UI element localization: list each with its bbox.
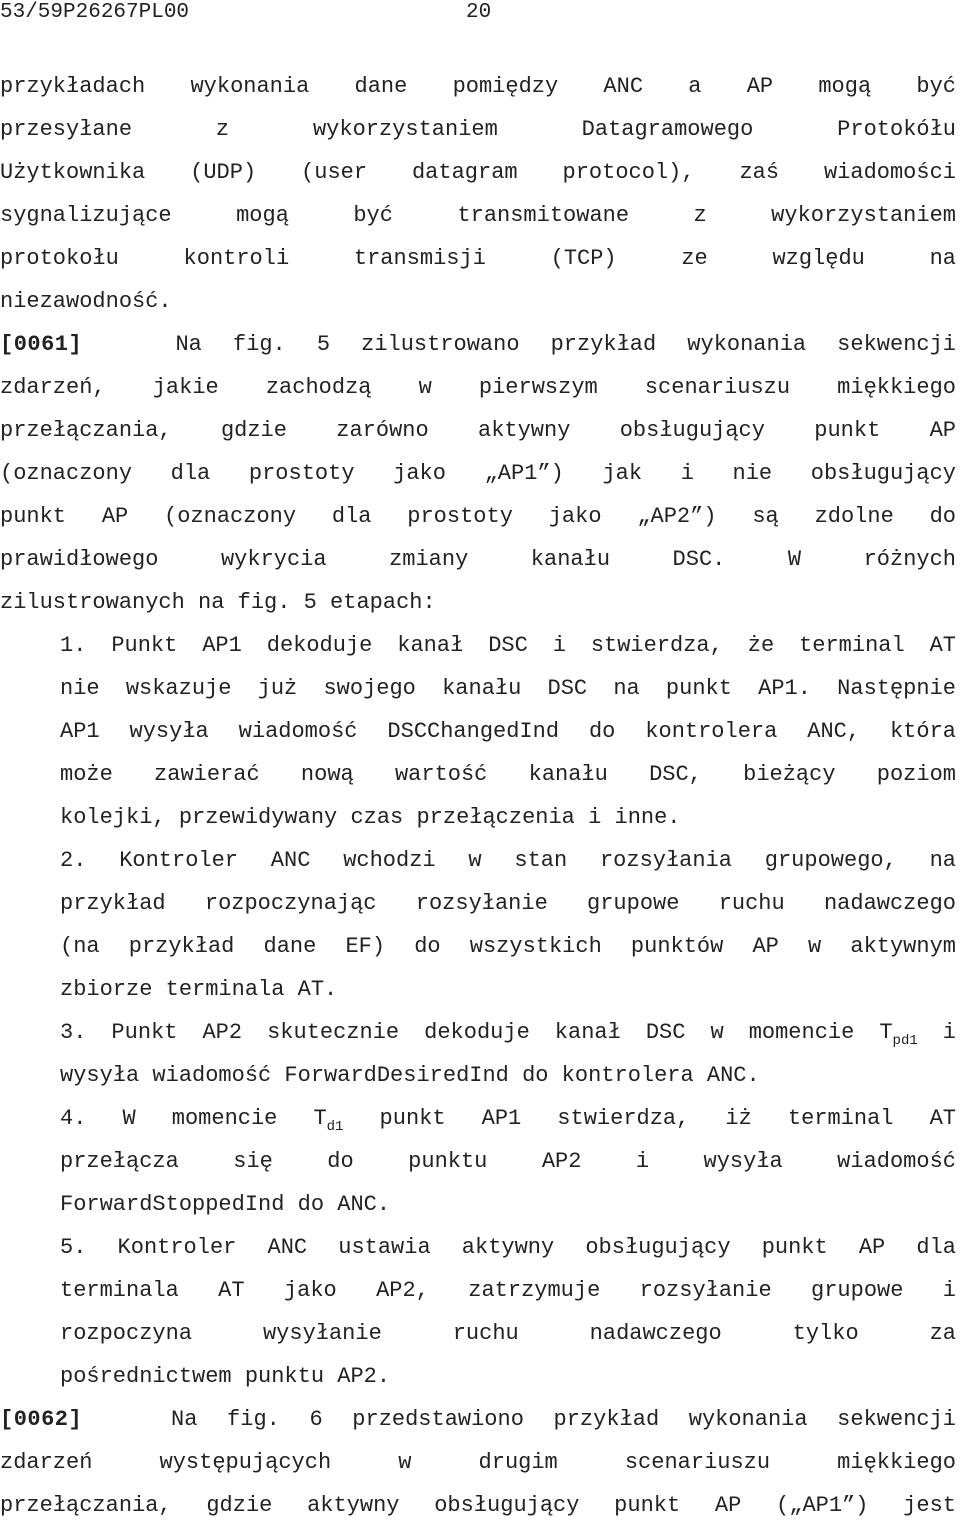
text-line: może zawierać nową wartość kanału DSC, bieżący poziom bbox=[60, 762, 956, 787]
step-4 bbox=[0, 1097, 956, 1226]
text-line: przełączania, gdzie aktywny obsługujący punkt AP („AP1”) jest bbox=[0, 1493, 956, 1518]
document-id: 53/59P26267PL00 bbox=[0, 1, 190, 24]
text-line: rozpoczyna wysyłanie ruchu nadawczego tylko za bbox=[60, 1321, 956, 1346]
text-line: przełączania, gdzie zarówno aktywny obsługujący punkt AP bbox=[0, 418, 956, 443]
text-line: (oznaczony dla prostoty jako „AP1”) jak i nie obsługujący bbox=[0, 461, 956, 486]
text-line: Użytkownika (UDP) (user datagram protocol), zaś wiadomości bbox=[0, 160, 956, 185]
step-5 bbox=[0, 1226, 956, 1398]
text-line: przykładach wykonania dane pomiędzy ANC a AP mogą być bbox=[0, 74, 956, 99]
text-line: przykład rozpoczynając rozsyłanie grupowe ruchu nadawczego bbox=[60, 891, 956, 916]
text-line: (na przykład dane EF) do wszystkich punktów AP w aktywnym bbox=[60, 934, 956, 959]
step-1 bbox=[0, 624, 956, 839]
text-line: pośrednictwem punktu AP2. bbox=[60, 1364, 391, 1389]
text-line: przełącza się do punktu AP2 i wysyła wiadomość bbox=[60, 1149, 956, 1174]
intro-paragraph bbox=[0, 65, 956, 323]
text-segment: 4. W momencie T bbox=[60, 1106, 327, 1131]
text-line bbox=[0, 1011, 956, 1054]
paragraph-0062 bbox=[0, 1398, 956, 1527]
paragraph-first-line bbox=[0, 1398, 956, 1441]
paragraph-text: Na fig. 6 przedstawiono przykład wykonania sekwencji bbox=[171, 1407, 956, 1432]
text-line bbox=[0, 1097, 956, 1140]
text-line: wysyła wiadomość ForwardDesiredInd do kontrolera ANC. bbox=[60, 1063, 760, 1088]
document-body bbox=[0, 65, 956, 1527]
page-header bbox=[0, 0, 960, 26]
paragraph-first-line bbox=[0, 323, 956, 366]
subscript: pd1 bbox=[892, 1033, 918, 1049]
text-line: zdarzeń występujących w drugim scenariuszu miękkiego bbox=[0, 1450, 956, 1475]
paragraph-number: [0061] bbox=[0, 332, 83, 357]
text-line: 1. Punkt AP1 dekoduje kanał DSC i stwierdza, że terminal AT bbox=[60, 633, 956, 658]
text-segment: 3. Punkt AP2 skutecznie dekoduje kanał DSC w momencie T bbox=[60, 1020, 893, 1045]
text-line: punkt AP (oznaczony dla prostoty jako „AP2”) są zdolne do bbox=[0, 504, 956, 529]
text-segment: punkt AP1 stwierdza, iż terminal AT bbox=[343, 1106, 956, 1131]
text-line: nie wskazuje już swojego kanału DSC na punkt AP1. Następnie bbox=[60, 676, 956, 701]
step-2 bbox=[0, 839, 956, 1011]
text-line: sygnalizujące mogą być transmitowane z wykorzystaniem bbox=[0, 203, 956, 228]
text-line: protokołu kontroli transmisji (TCP) ze względu na bbox=[0, 246, 956, 271]
text-line: kolejki, przewidywany czas przełączenia i inne. bbox=[60, 805, 681, 830]
text-line: prawidłowego wykrycia zmiany kanału DSC. W różnych bbox=[0, 547, 956, 572]
paragraph-number: [0062] bbox=[0, 1407, 83, 1432]
text-line: zdarzeń, jakie zachodzą w pierwszym scenariuszu miękkiego bbox=[0, 375, 956, 400]
text-segment: i bbox=[917, 1020, 956, 1045]
text-line: niezawodność. bbox=[0, 289, 172, 314]
page-number: 20 bbox=[466, 1, 492, 24]
text-line: ForwardStoppedInd do ANC. bbox=[60, 1192, 391, 1217]
text-line: 5. Kontroler ANC ustawia aktywny obsługujący punkt AP dla bbox=[60, 1235, 956, 1260]
text-line: zilustrowanych na fig. 5 etapach: bbox=[0, 590, 436, 615]
step-3 bbox=[0, 1011, 956, 1097]
paragraph-0061 bbox=[0, 323, 956, 1398]
paragraph-text: Na fig. 5 zilustrowano przykład wykonania sekwencji bbox=[175, 332, 956, 357]
text-line: AP1 wysyła wiadomość DSCChangedInd do kontrolera ANC, która bbox=[60, 719, 956, 744]
text-line: terminala AT jako AP2, zatrzymuje rozsyłanie grupowe i bbox=[60, 1278, 956, 1303]
text-line: 2. Kontroler ANC wchodzi w stan rozsyłania grupowego, na bbox=[60, 848, 956, 873]
text-line: przesyłane z wykorzystaniem Datagramowego Protokółu bbox=[0, 117, 956, 142]
subscript: d1 bbox=[326, 1119, 344, 1135]
text-line: zbiorze terminala AT. bbox=[60, 977, 338, 1002]
